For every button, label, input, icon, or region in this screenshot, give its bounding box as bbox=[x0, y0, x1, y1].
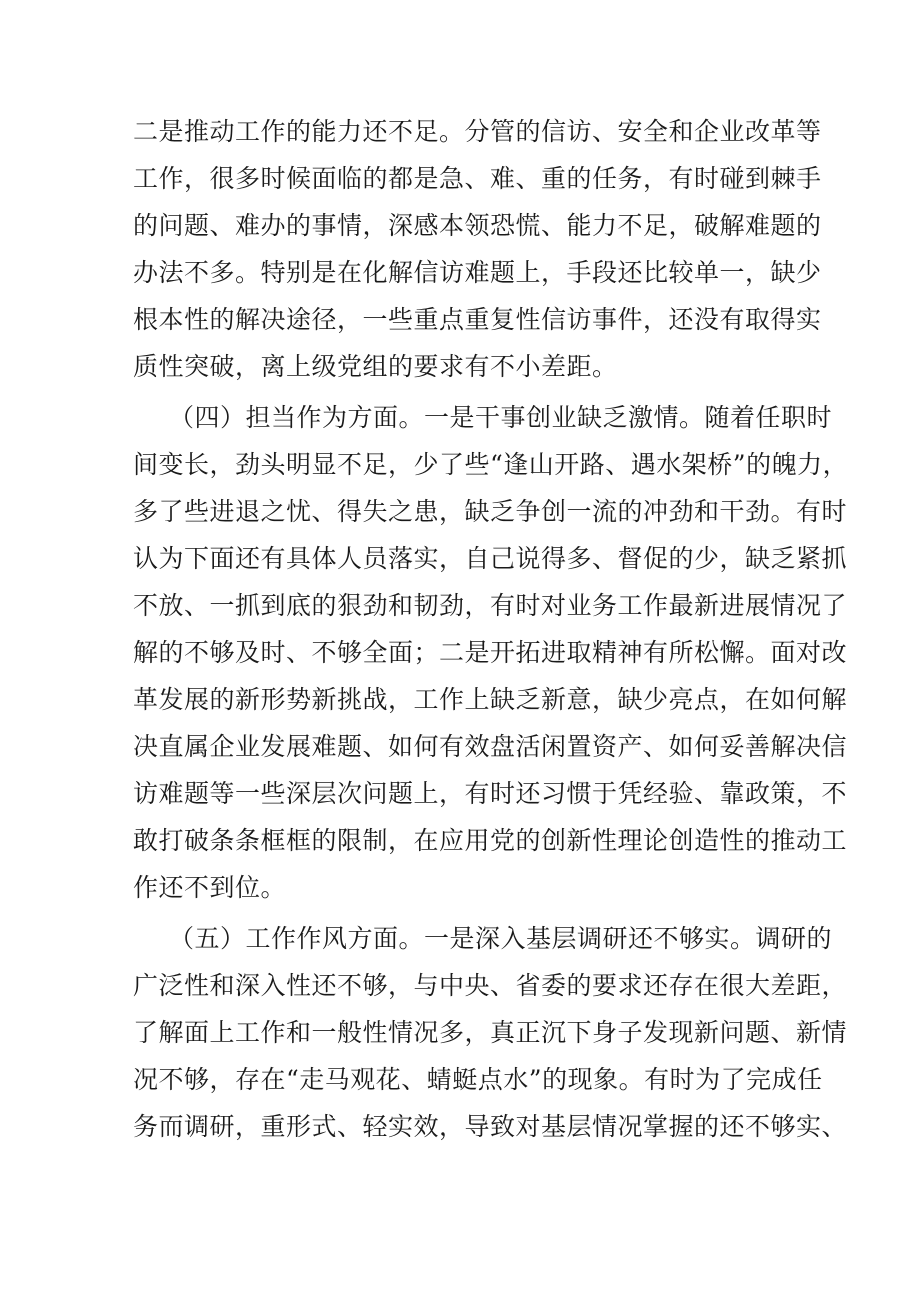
paragraph-ability bbox=[133, 108, 822, 390]
text-line: 决直属企业发展难题、如何有效盘活闲置资产、如何妥善解决信 bbox=[133, 732, 848, 761]
text-line: 革发展的新形势新挑战，工作上缺乏新意，缺少亮点，在如何解 bbox=[133, 685, 848, 714]
text-line: 况不够，存在“走马观花、蜻蜓点水”的现象。有时为了完成任 bbox=[133, 1065, 823, 1094]
text-line: 工作，很多时候面临的都是急、难、重的任务，有时碰到棘手 bbox=[133, 164, 822, 193]
text-line: 根本性的解决途径，一些重点重复性信访事件，还没有取得实 bbox=[133, 305, 822, 334]
text-line: 了解面上工作和一般性情况多，真正沉下身子发现新问题、新情 bbox=[133, 1018, 848, 1047]
document-body bbox=[133, 108, 849, 1150]
text-line: （五）工作作风方面。一是深入基层调研还不够实。调研的 bbox=[169, 924, 833, 953]
text-line: 不放、一抓到底的狠劲和韧劲，有时对业务工作最新进展情况了 bbox=[133, 591, 848, 620]
text-line: 解的不够及时、不够全面；二是开拓进取精神有所松懈。面对改 bbox=[133, 638, 848, 667]
text-line: 访难题等一些深层次问题上，有时还习惯于凭经验、靠政策，不 bbox=[133, 779, 848, 808]
text-line: 办法不多。特别是在化解信访难题上，手段还比较单一，缺少 bbox=[133, 258, 822, 287]
text-line: 质性突破，离上级党组的要求有不小差距。 bbox=[133, 352, 618, 381]
text-line: 作还不到位。 bbox=[133, 873, 287, 902]
text-line: 多了些进退之忧、得失之患，缺乏争创一流的冲劲和干劲。有时 bbox=[133, 497, 848, 526]
text-line: 广泛性和深入性还不够，与中央、省委的要求还存在很大差距， bbox=[133, 971, 848, 1000]
text-line: 二是推动工作的能力还不足。分管的信访、安全和企业改革等 bbox=[133, 117, 822, 146]
paragraph-work-style bbox=[133, 915, 848, 1150]
text-line: （四）担当作为方面。一是干事创业缺乏激情。随着任职时 bbox=[169, 403, 833, 432]
text-line: 认为下面还有具体人员落实，自己说得多、督促的少，缺乏紧抓 bbox=[133, 544, 848, 573]
text-line: 敢打破条条框框的限制，在应用党的创新性理论创造性的推动工 bbox=[133, 826, 848, 855]
text-line: 务而调研，重形式、轻实效，导致对基层情况掌握的还不够实、 bbox=[133, 1112, 848, 1141]
text-line: 间变长，劲头明显不足，少了些“逢山开路、遇水架桥”的魄力， bbox=[133, 450, 849, 479]
paragraph-responsibility bbox=[133, 394, 849, 911]
text-line: 的问题、难办的事情，深感本领恐慌、能力不足，破解难题的 bbox=[133, 211, 822, 240]
